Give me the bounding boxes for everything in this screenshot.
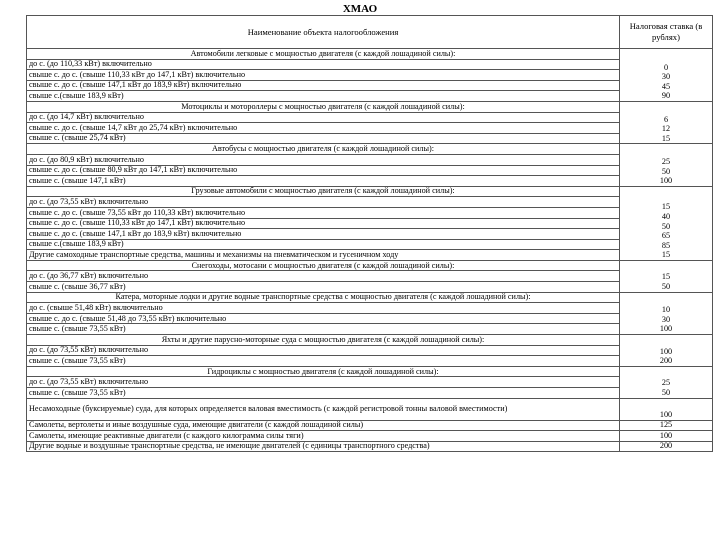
rate-values	[622, 115, 710, 144]
rate-value: 15	[661, 250, 671, 260]
vehicle-description: Несамоходные (буксируемые) суда, для которых определяется валовая вместимость (с каждой регистровой тонны валовой вместимости)	[27, 398, 620, 420]
table-row	[27, 207, 713, 218]
rate-value: 25	[661, 156, 671, 166]
table-row	[27, 123, 713, 134]
table-body	[27, 16, 713, 452]
table-row	[27, 59, 713, 70]
rate-values	[622, 157, 710, 186]
section-title: Гидроциклы с мощностью двигателя (с каждой лошадиной силы):	[27, 366, 620, 377]
vehicle-description: свыше с. (свыше 73,55 кВт)	[27, 356, 620, 367]
header-tax-rate: Налоговая ставка (в рублях)	[620, 16, 713, 49]
vehicle-description: свыше с. (свыше 73,55 кВт)	[27, 388, 620, 399]
rate-cell-group	[620, 292, 713, 334]
rate-value: 15	[661, 133, 671, 143]
tax-rate: 200	[620, 441, 713, 452]
section-row	[27, 144, 713, 155]
tax-rate: 100	[620, 431, 713, 442]
table-row	[27, 70, 713, 81]
rate-value: 40	[661, 211, 671, 221]
section-row	[27, 366, 713, 377]
vehicle-description: свыше с. до с. (свыше 147,1 кВт до 183,9 кВт) включительно	[27, 80, 620, 91]
rate-cell-group	[620, 101, 713, 143]
section-title: Автобусы с мощностью двигателя (с каждой лошадиной силы):	[27, 144, 620, 155]
rate-value: 200	[659, 356, 673, 366]
vehicle-description: Самолеты, имеющие реактивные двигатели (с каждого килограмма силы тяги)	[27, 431, 620, 442]
rate-value: 15	[661, 202, 671, 212]
vehicle-description: Самолеты, вертолеты и иные воздушные суда, имеющие двигатели (с каждой лошадиной силы)	[27, 420, 620, 431]
table-row	[27, 133, 713, 144]
rate-value: 0	[663, 62, 669, 72]
vehicle-description: свыше с. до с. (свыше 110,33 кВт до 147,1 кВт) включительно	[27, 218, 620, 229]
tax-rate: 125	[620, 420, 713, 431]
rate-value: 50	[661, 166, 671, 176]
rate-value: 90	[661, 91, 671, 101]
section-title: Автомобили легковые с мощностью двигателя (с каждой лошадиной силы):	[27, 49, 620, 60]
section-title: Грузовые автомобили с мощностью двигателя (с каждой лошадиной силы):	[27, 186, 620, 197]
rate-value: 45	[661, 81, 671, 91]
tax-rate: 100	[620, 398, 713, 420]
tax-rate-table	[26, 15, 713, 452]
rate-values	[622, 272, 710, 291]
rate-value: 100	[659, 346, 673, 356]
vehicle-description: Другие водные и воздушные транспортные средства, не имеющие двигателей (с единицы транспортного средства)	[27, 441, 620, 452]
table-row	[27, 441, 713, 452]
vehicle-description: свыше с.(свыше 183,9 кВт)	[27, 239, 620, 250]
section-title: Мотоциклы и мотороллеры с мощностью двигателя (с каждой лошадиной силы):	[27, 101, 620, 112]
table-row	[27, 377, 713, 388]
section-title: Снегоходы, мотосани с мощностью двигателя (с каждой лошадиной силы):	[27, 260, 620, 271]
table-row	[27, 112, 713, 123]
table-row	[27, 154, 713, 165]
vehicle-description: Другие самоходные транспортные средства, машины и механизмы на пневматическом и гусеничном ходу	[27, 250, 620, 261]
vehicle-description: до с. (до 36,77 кВт) включительно	[27, 271, 620, 282]
rate-values	[622, 202, 710, 260]
rate-value: 30	[661, 72, 671, 82]
table-row	[27, 229, 713, 240]
table-row	[27, 197, 713, 208]
vehicle-description: свыше с. (свыше 36,77 кВт)	[27, 282, 620, 293]
vehicle-description: свыше с. до с. (свыше 147,1 кВт до 183,9 кВт) включительно	[27, 229, 620, 240]
vehicle-description: до с. (до 73,55 кВт) включительно	[27, 345, 620, 356]
rate-cell-group	[620, 49, 713, 102]
rate-value: 6	[663, 114, 669, 124]
rate-values	[622, 347, 710, 366]
table-row	[27, 388, 713, 399]
table-row	[27, 176, 713, 187]
rate-value: 50	[661, 221, 671, 231]
table-row	[27, 324, 713, 335]
table-row	[27, 431, 713, 442]
table-row	[27, 91, 713, 102]
section-title: Яхты и другие парусно-моторные суда с мощностью двигателя (с каждой лошадиной силы):	[27, 335, 620, 346]
vehicle-description: свыше с. (свыше 147,1 кВт)	[27, 176, 620, 187]
section-row	[27, 335, 713, 346]
vehicle-description: до с. (до 110,33 кВт) включительно	[27, 59, 620, 70]
rate-value: 10	[661, 305, 671, 315]
vehicle-description: до с. (до 80,9 кВт) включительно	[27, 154, 620, 165]
rate-value: 65	[661, 231, 671, 241]
vehicle-description: свыше с. до с. (свыше 110,33 кВт до 147,1 кВт) включительно	[27, 70, 620, 81]
rate-value: 15	[661, 272, 671, 282]
rate-value: 100	[659, 176, 673, 186]
rate-cell-group	[620, 186, 713, 260]
table-row	[27, 313, 713, 324]
table-row	[27, 282, 713, 293]
table-row	[27, 80, 713, 91]
section-row	[27, 49, 713, 60]
table-row	[27, 356, 713, 367]
section-row	[27, 101, 713, 112]
rate-values	[622, 63, 710, 101]
header-row	[27, 16, 713, 49]
section-row	[27, 186, 713, 197]
table-row	[27, 345, 713, 356]
vehicle-description: до с. (до 73,55 кВт) включительно	[27, 377, 620, 388]
rate-cell-group	[620, 335, 713, 367]
vehicle-description: до с. (до 14,7 кВт) включительно	[27, 112, 620, 123]
rate-cell-group	[620, 366, 713, 398]
rate-value: 100	[659, 324, 673, 334]
section-row	[27, 260, 713, 271]
rate-value: 85	[661, 240, 671, 250]
rate-values	[622, 378, 710, 397]
section-title: Катера, моторные лодки и другие водные транспортные средства с мощностью двигателя (с каждой лошадиной силы):	[27, 292, 620, 303]
rate-value: 12	[661, 124, 671, 134]
vehicle-description: свыше с. до с. (свыше 73,55 кВт до 110,33 кВт) включительно	[27, 207, 620, 218]
section-row	[27, 292, 713, 303]
header-object-name: Наименование объекта налогообложения	[27, 16, 620, 49]
vehicle-description: свыше с. до с. (свыше 51,48 до 73,55 кВт) включительно	[27, 313, 620, 324]
vehicle-description: свыше с. (свыше 25,74 кВт)	[27, 133, 620, 144]
vehicle-description: до с. (свыше 51,48 кВт) включительно	[27, 303, 620, 314]
rate-cell-group	[620, 144, 713, 186]
table-row	[27, 398, 713, 420]
vehicle-description: свыше с. (свыше 73,55 кВт)	[27, 324, 620, 335]
table-row	[27, 303, 713, 314]
rate-value: 30	[661, 314, 671, 324]
vehicle-description: свыше с. до с. (свыше 80,9 кВт до 147,1 кВт) включительно	[27, 165, 620, 176]
table-row	[27, 165, 713, 176]
table-row	[27, 420, 713, 431]
rate-value: 50	[661, 282, 671, 292]
table-row	[27, 271, 713, 282]
table-row	[27, 239, 713, 250]
rate-cell-group	[620, 260, 713, 292]
vehicle-description: свыше с.(свыше 183,9 кВт)	[27, 91, 620, 102]
rate-value: 25	[661, 378, 671, 388]
vehicle-description: свыше с. до с. (свыше 14,7 кВт до 25,74 кВт) включительно	[27, 123, 620, 134]
rate-values	[622, 305, 710, 334]
table-row	[27, 250, 713, 261]
rate-value: 50	[661, 388, 671, 397]
table-row	[27, 218, 713, 229]
vehicle-description: до с. (до 73,55 кВт) включительно	[27, 197, 620, 208]
document-title: ХМАО	[342, 3, 378, 15]
